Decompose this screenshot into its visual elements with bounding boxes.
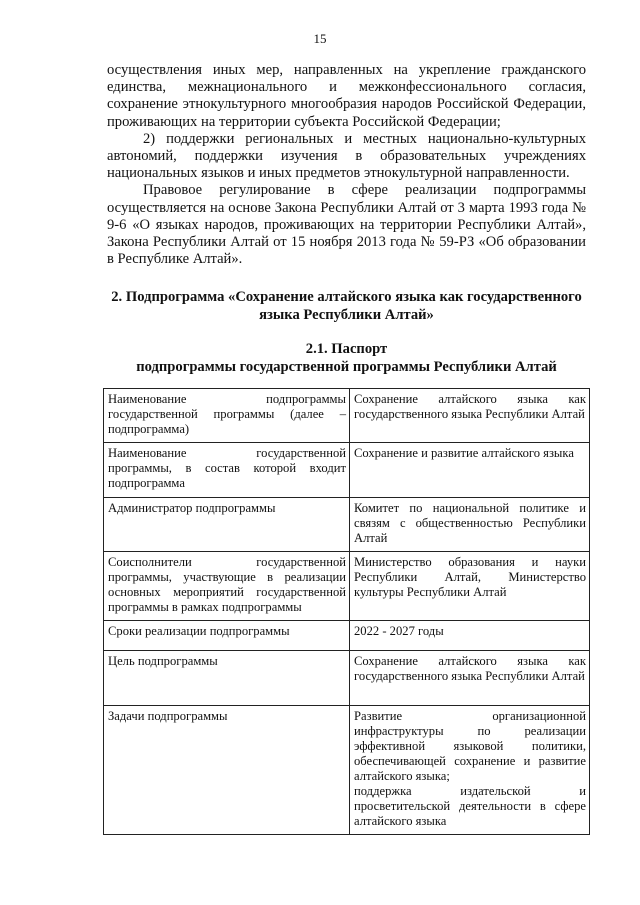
paragraph-1: осуществления иных мер, направленных на укрепление гражданского единства, межнационального и межконфессионального согласия, сохранение этнокультурного многообразия народов Российской Федерации, проживающих на территории субъекта Российской Федерации;: [107, 62, 586, 130]
task-2: поддержка издательской и просветительской деятельности в сфере алтайского языка: [354, 784, 586, 828]
row-value: Сохранение алтайского языка как государственного языка Республики Алтай: [350, 389, 590, 443]
passport-table: [103, 388, 590, 835]
subsection-heading: [107, 341, 586, 376]
row-value: Сохранение и развитие алтайского языка: [350, 443, 590, 498]
table-row: [104, 651, 590, 706]
row-label: Сроки реализации подпрограммы: [104, 621, 350, 651]
row-label: Цель подпрограммы: [104, 651, 350, 706]
table-row: [104, 498, 590, 552]
body-text: [107, 62, 586, 268]
subsection-heading-line2: подпрограммы государственной программы Республики Алтай: [136, 358, 557, 375]
table-row: [104, 389, 590, 443]
table-row: [104, 552, 590, 621]
row-value: Комитет по национальной политике и связям с общественностью Республики Алтай: [350, 498, 590, 552]
row-label: Задачи подпрограммы: [104, 706, 350, 835]
section-heading: 2. Подпрограмма «Сохранение алтайского языка как государственного языка Республики Алтай»: [111, 289, 582, 323]
row-label: Наименование государственной программы, в состав которой входит подпрограмма: [104, 443, 350, 498]
page-number: 15: [313, 31, 327, 46]
row-value: Министерство образования и науки Республики Алтай, Министерство культуры Республики Алтай: [350, 552, 590, 621]
paragraph-2: 2) поддержки региональных и местных национально-культурных автономий, поддержки изучения в образовательных учреждениях национальных языков и иных предметов этнокультурной направленности.: [107, 130, 586, 182]
table-row: [104, 443, 590, 498]
row-label: Администратор подпрограммы: [104, 498, 350, 552]
table-row: [104, 621, 590, 651]
table-row: [104, 706, 590, 835]
paragraph-3: Правовое регулирование в сфере реализации подпрограммы осуществляется на основе Закона Республики Алтай от 3 марта 1993 года № 9-6 «О языках народов, проживающих на территории Республики Алтай», Закона Республики Алтай от 15 ноября 2013 года № 59-РЗ «Об образовании в Республике Алтай».: [107, 182, 586, 268]
task-1: Развитие организационной инфраструктуры по реализации эффективной языковой политики, обеспечивающей сохранение и развитие алтайского языка;: [354, 709, 586, 783]
row-value: [350, 706, 590, 835]
subsection-heading-line1: 2.1. Паспорт: [305, 341, 388, 357]
row-label: Соисполнители государственной программы, участвующие в реализации основных мероприятий государственной программы в рамках подпрограммы: [104, 552, 350, 621]
row-value: 2022 - 2027 годы: [350, 621, 590, 651]
row-label: Наименование подпрограммы государственной программы (далее – подпрограмма): [104, 389, 350, 443]
row-value: Сохранение алтайского языка как государственного языка Республики Алтай: [350, 651, 590, 706]
